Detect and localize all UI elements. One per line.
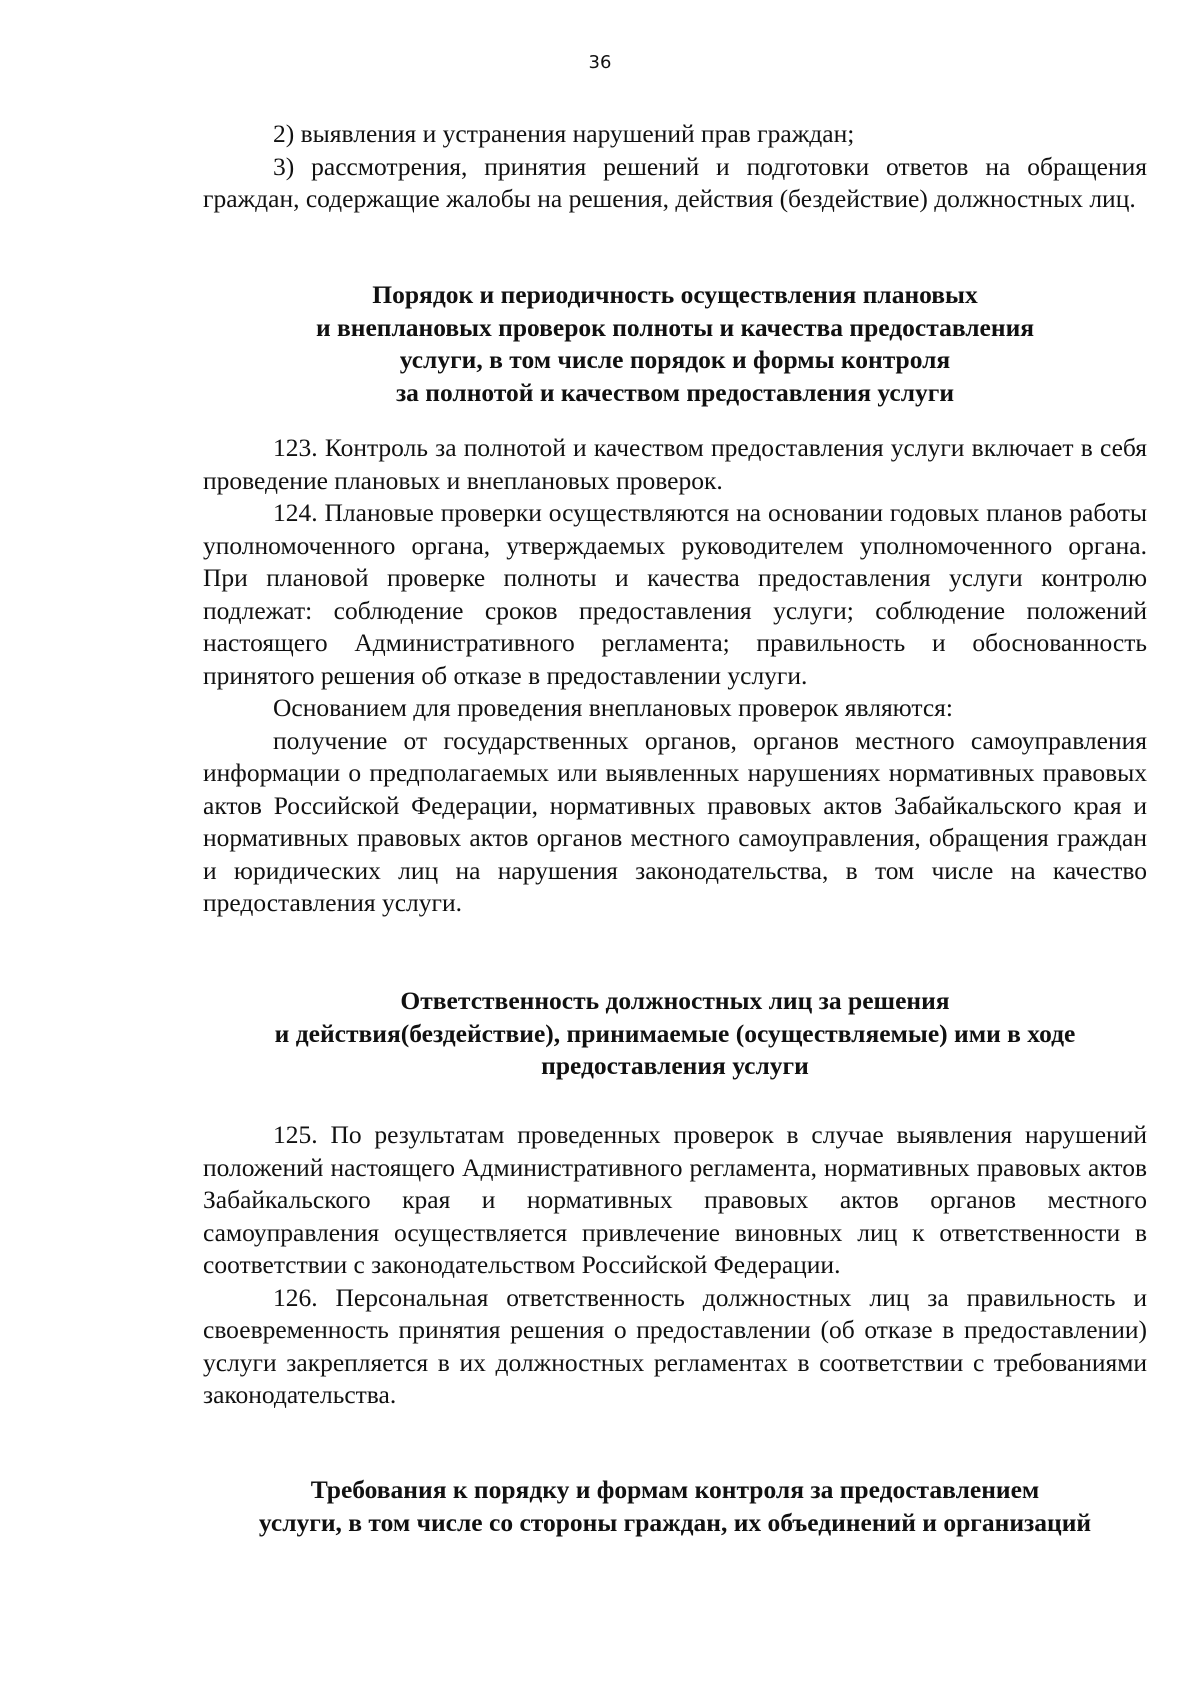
paragraph: получение от государственных органов, органов местного самоуправления информации о предполагаемых или выявленных нарушениях нормативных правовых актов Российской Федерации, нормативных правовых актов Забайкальского края и нормативных правовых актов органов местного самоуправления, обращения граждан и юридических лиц на нарушения законодательства, в том числе на качество предоставления услуги.	[203, 725, 1147, 917]
heading-line: предоставления услуги	[541, 1051, 809, 1080]
paragraph-123: 123. Контроль за полнотой и качеством предоставления услуги включает в себя проведение плановых и внеплановых проверок.	[203, 433, 1147, 495]
heading-line: и внеплановых проверок полноты и качества предоставления	[315, 312, 1035, 342]
paragraph-126: 126. Персональная ответственность должностных лиц за правильность и своевременность принятия решения о предоставлении (об отказе в предоставлении) услуги закрепляется в их должностных регламентах в соответствии с требованиями законодательства.	[203, 1282, 1147, 1409]
paragraph: 2) выявления и устранения нарушений прав граждан;	[273, 119, 855, 148]
paragraph: 3) рассмотрения, принятия решений и подготовки ответов на обращения граждан, содержащие жалобы на решения, действия (бездействие) должностных лиц.	[203, 151, 1147, 213]
paragraph-125: 125. По результатам проведенных проверок в случае выявления нарушений положений настоящего Административного регламента, нормативных правовых актов Забайкальского края и нормативных правовых актов органов местного самоуправления осуществляется привлечение виновных лиц к ответственности в соответствии с законодательством Российской Федерации.	[203, 1120, 1147, 1279]
paragraph-124: 124. Плановые проверки осуществляются на основании годовых планов работы уполномоченного органа, утверждаемых руководителем уполномоченного органа. При плановой проверке полноты и качества предоставления услуги контролю подлежат: соблюдение сроков предоставления услуги; соблюдение положений настоящего Административного регламента; правильность и обоснованность принятого решения об отказе в предоставлении услуги.	[203, 498, 1147, 690]
heading-line: Требования к порядку и формам контроля за предоставлением	[310, 1475, 1040, 1504]
page-number: 36	[588, 52, 612, 73]
heading-line: и действия(бездействие), принимаемые (осуществляемые) ими в ходе	[274, 1018, 1076, 1048]
heading-line: Ответственность должностных лиц за решения	[400, 986, 950, 1015]
heading-line: Порядок и периодичность осуществления плановых	[372, 280, 978, 309]
section-heading-inspections	[190, 279, 1160, 409]
paragraph: Основанием для проведения внеплановых проверок являются:	[273, 693, 953, 722]
text-block-inspections	[203, 432, 1147, 920]
section-heading-control-requirements	[190, 1474, 1160, 1539]
text-block-responsibility	[203, 1119, 1147, 1412]
heading-line: услуги, в том числе порядок и формы контроля	[399, 345, 951, 374]
heading-line: за полнотой и качеством предоставления услуги	[395, 377, 955, 407]
heading-line: услуги, в том числе со стороны граждан, их объединений и организаций	[258, 1507, 1092, 1537]
section-heading-responsibility	[190, 985, 1160, 1083]
text-block-intro	[203, 118, 1147, 216]
